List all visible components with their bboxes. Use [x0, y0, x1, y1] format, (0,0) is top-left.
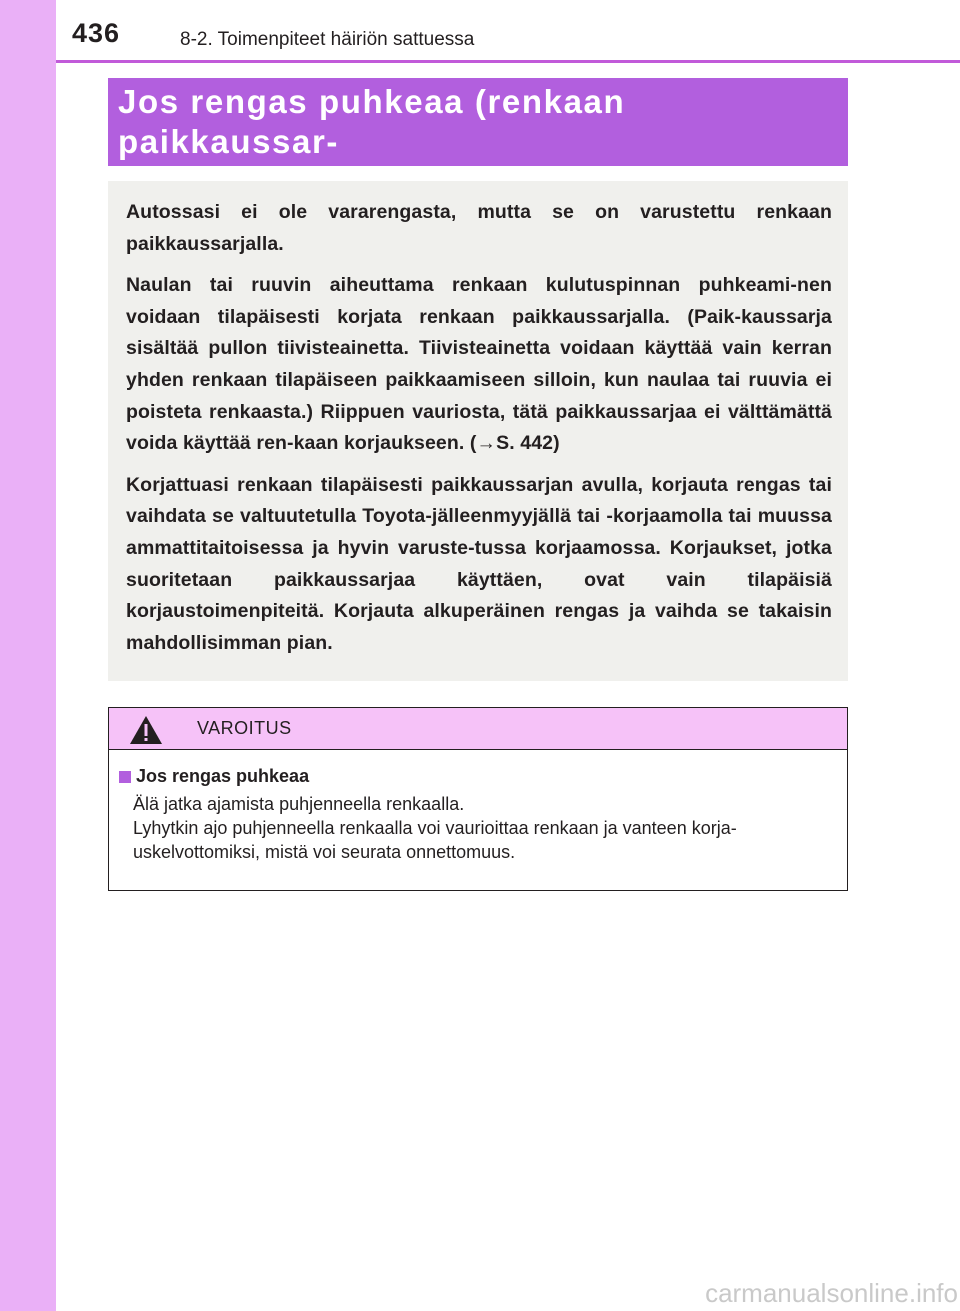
warning-body	[109, 750, 847, 864]
intro-box	[108, 181, 848, 681]
warning-triangle-icon	[129, 715, 163, 745]
warning-box	[108, 707, 848, 891]
warning-text	[133, 792, 829, 864]
warning-line: uskelvottomiksi, mistä voi seurata onnettomuus.	[133, 842, 516, 862]
watermark: carmanualsonline.info	[705, 1278, 958, 1308]
warning-header	[109, 708, 847, 750]
intro-paragraph: Autossasi ei ole vararengasta, mutta se on varustettu renkaan paikkaussarjalla.	[126, 201, 832, 255]
bullet-square-icon	[119, 771, 131, 783]
warning-subtitle-text: Jos rengas puhkeaa	[136, 766, 310, 786]
section-heading	[108, 78, 848, 166]
header-divider	[56, 60, 960, 63]
intro-paragraph: Korjattuasi renkaan tilapäisesti paikkaussarjan avulla, korjauta rengas tai vaihdata se valtuutetulla Toyota-jälleenmyyjällä tai -korjaamolla tai muussa ammattitaitoisessa ja hyvin varuste-tussa korjaamossa. Korjaukset, jotka suoritetaan paikkaussarjaa käyttäen, ovat vain tilapäisiä korjaustoimenpiteitä. Korjauta alkuperäinen rengas ja vaihda se takaisin mahdollisimman pian.	[126, 473, 832, 654]
page-side-band	[0, 0, 56, 1311]
intro-paragraph: Naulan tai ruuvin aiheuttama renkaan kulutuspinnan puhkeami-nen voidaan tilapäisesti korjata renkaan paikkaussarjalla. (Paik-kaussarja sisältää pullon tiivisteainetta. Tiivisteainetta voidaan käyttää vain kerran yhden renkaan tilapäiseen paikkaamiseen silloin, kun naulaa tai ruuvia ei poisteta renkaasta.) Riippuen vauriosta, tätä paikkaussarjaa ei välttämättä voida käyttää ren-kaan korjaukseen. (→S. 442)	[126, 274, 832, 455]
warning-line: Älä jatka ajamista puhjenneella renkaalla.	[133, 794, 465, 814]
warning-line: Lyhytkin ajo puhjenneella renkaalla voi vaurioittaa renkaan ja vanteen korja-	[133, 818, 737, 838]
warning-label: VAROITUS	[197, 718, 292, 738]
warning-subtitle	[119, 766, 829, 787]
chapter-title: 8-2. Toimenpiteet häiriön sattuessa	[180, 29, 475, 50]
page-number: 436	[72, 18, 121, 48]
section-heading-text: Jos rengas puhkeaa (renkaan paikkaussar-	[118, 83, 626, 160]
